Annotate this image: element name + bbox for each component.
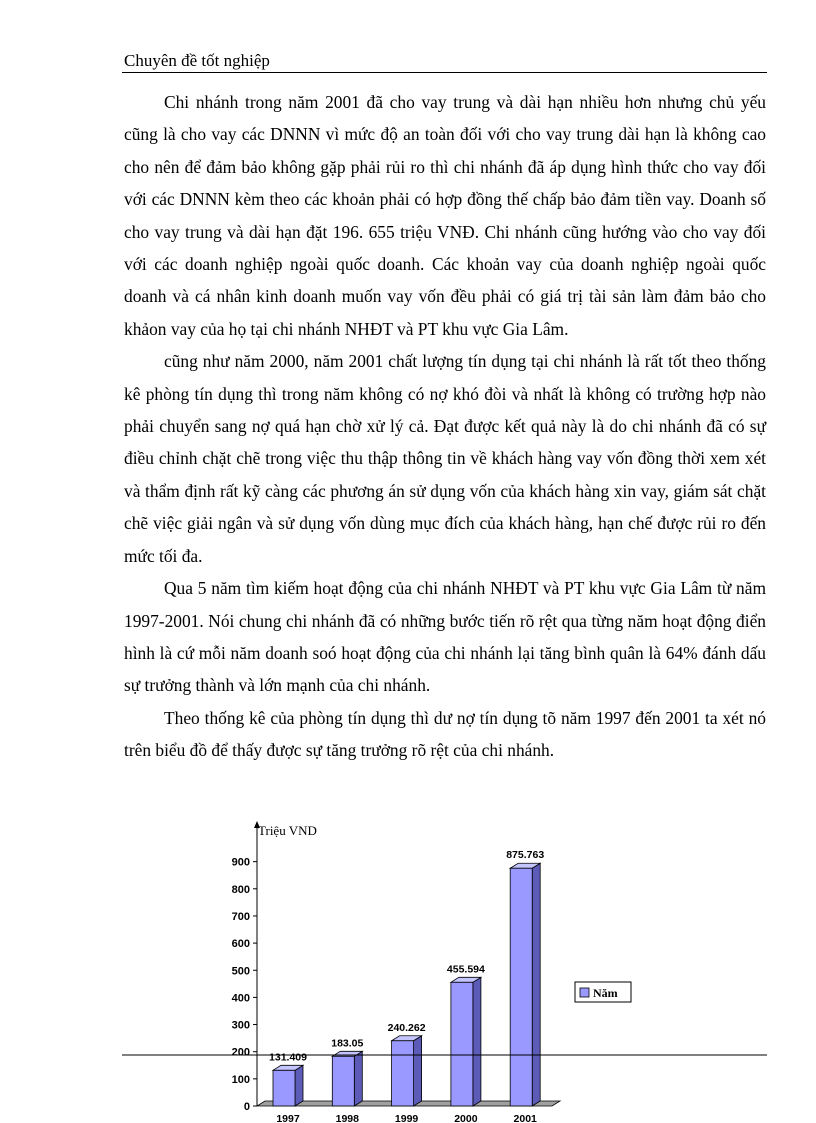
page-header-title: Chuyên đề tốt nghiệp — [124, 51, 270, 70]
y-axis-title: Triệu VND — [258, 823, 317, 838]
x-tick-label: 1997 — [276, 1113, 300, 1123]
loan-balance-chart — [0, 815, 816, 1123]
bar — [332, 1056, 354, 1106]
bar-value-label: 240.262 — [387, 1021, 426, 1034]
bar-value-label: 183.05 — [331, 1037, 364, 1050]
paragraph-4: Theo thống kê của phòng tín dụng thì dư nợ tín dụng tõ năm 1997 đến 2001 ta xét nó trên biểu đồ để thấy được sự tăng trưởng rõ rệt của chi nhánh. — [124, 707, 766, 761]
bar-side — [295, 1065, 303, 1106]
x-tick-label: 1998 — [335, 1113, 359, 1123]
bar — [392, 1041, 414, 1106]
y-tick-label: 500 — [231, 965, 250, 978]
paragraph-3: Qua 5 năm tìm kiếm hoạt động của chi nhánh NHĐT và PT khu vực Gia Lâm từ năm 1997-2001. Nói chung chi nhánh đã có những bước tiến rõ rệt qua từng năm hoạt động điển hình là cứ mỗi năm doanh soó hoạt động của chi nhánh lại tăng bình quân là 64% đánh dấu sự trưởng thành và lớn mạnh của chi nhánh. — [124, 578, 766, 696]
bar-value-label: 455.594 — [446, 963, 485, 976]
x-tick-label: 1999 — [394, 1113, 419, 1123]
x-tick-label: 2000 — [454, 1113, 478, 1123]
y-tick-label: 0 — [243, 1101, 250, 1113]
paragraph-2: cũng như năm 2000, năm 2001 chất lượng tín dụng tại chi nhánh là rất tốt theo thống kê phòng tín dụng thì trong năm không có nợ khó đòi và nhất là không có trường hợp nào phải chuyển sang nợ quá hạn chờ xử lý cả. Đạt được kết quả này là do chi nhánh đã có sự điều chỉnh chặt chẽ trong việc thu thập thông tin về khách hàng vay vốn đồng thời xem xét và thẩm định rất kỹ càng các phương án sử dụng vốn của khách hàng xin vay, giám sát chặt chẽ việc giải ngân và sử dụng vốn dùng mục đích của khách hàng, hạn chế được rủi ro đến mức tối đa. — [124, 351, 766, 566]
bar-side — [414, 1036, 422, 1106]
y-tick-label: 600 — [231, 938, 250, 951]
bar-value-label: 131.409 — [269, 1051, 307, 1064]
x-tick-label: 2001 — [513, 1113, 537, 1123]
paragraph-1: Chi nhánh trong năm 2001 đã cho vay trung và dài hạn nhiều hơn nhưng chủ yếu cũng là cho vay các DNNN vì mức độ an toàn đối với cho vay trung dài hạn là không cao cho nên để đảm bảo không gặp phải rủi ro thì chi nhánh đã áp dụng hình thức cho vay đối với các DNNN kèm theo các khoản phải có hợp đồng thế chấp bảo đảm tiền vay. Doanh số cho vay trung và dài hạn đặt 196. 655 triệu VNĐ. Chi nhánh cũng hướng vào cho vay đối với các doanh nghiệp ngoài quốc doanh. Các khoản vay của doanh nghiệp ngoài quốc doanh và cá nhân kinh doanh muốn vay vốn đều phải có giá trị tài sản làm đảm bảo cho khảon vay của họ tại chi nhánh NHĐT và PT khu vực Gia Lâm. — [124, 92, 766, 339]
legend-swatch — [580, 988, 589, 997]
y-tick-label: 800 — [231, 883, 250, 896]
y-tick-label: 900 — [231, 856, 250, 869]
header-rule — [122, 72, 767, 73]
y-tick-label: 200 — [231, 1046, 250, 1059]
legend-label: Năm — [593, 986, 618, 1000]
y-tick-label: 100 — [231, 1073, 250, 1086]
bar-side — [532, 863, 540, 1106]
y-tick-label: 400 — [231, 992, 250, 1005]
bar-value-label: 875.763 — [506, 849, 545, 862]
bar-side — [473, 977, 481, 1106]
bar — [451, 982, 473, 1106]
body-text — [124, 86, 766, 767]
bar-side — [354, 1051, 362, 1106]
bar — [273, 1070, 295, 1106]
bar — [510, 868, 532, 1106]
y-tick-label: 700 — [231, 910, 250, 923]
y-tick-label: 300 — [231, 1019, 250, 1032]
